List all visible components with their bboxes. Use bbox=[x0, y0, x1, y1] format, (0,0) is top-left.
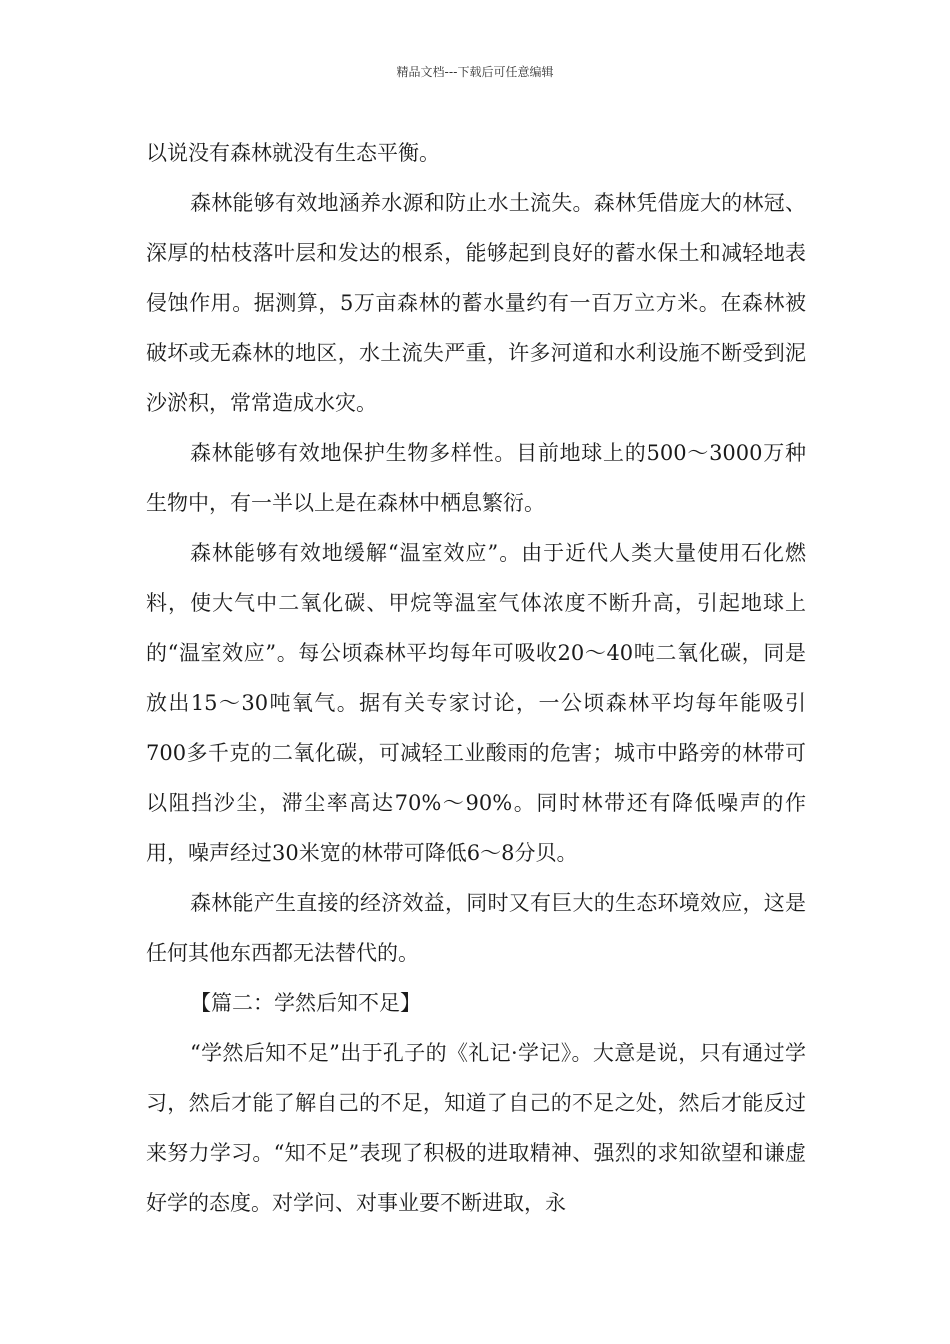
paragraph-continuation: 以说没有森林就没有生态平衡。 bbox=[146, 141, 440, 165]
page-header: 精品文档---下载后可任意编辑 bbox=[396, 65, 554, 79]
paragraph-learning: “学然后知不足”出于孔子的《礼记·学记》。大意是说，只有通过学习，然后才能了解自己的不足，知道了自己的不足之处，然后才能反过来努力学习。“知不足”表现了积极的进取精神、强烈的求知欲望和谦虚好学的态度。对学问、对事业要不断进取，永 bbox=[146, 1041, 806, 1215]
section-title: 【篇二：学然后知不足】 bbox=[190, 991, 421, 1015]
paragraph-biodiversity: 森林能够有效地保护生物多样性。目前地球上的500～3000万种生物中，有一半以上是在森林中栖息繁衍。 bbox=[146, 441, 806, 515]
paragraph-economic-benefit: 森林能产生直接的经济效益，同时又有巨大的生态环境效应，这是任何其他东西都无法替代的。 bbox=[146, 891, 806, 965]
document-body bbox=[146, 128, 806, 1228]
paragraph-water-conservation: 森林能够有效地涵养水源和防止水土流失。森林凭借庞大的林冠、深厚的枯枝落叶层和发达的根系，能够起到良好的蓄水保土和减轻地表侵蚀作用。据测算，5万亩森林的蓄水量约有一百万立方米。在森林被破坏或无森林的地区，水土流失严重，许多河道和水利设施不断受到泥沙淤积，常常造成水灾。 bbox=[146, 191, 806, 415]
paragraph-greenhouse-effect: 森林能够有效地缓解“温室效应”。由于近代人类大量使用石化燃料，使大气中二氧化碳、甲烷等温室气体浓度不断升高，引起地球上的“温室效应”。每公顷森林平均每年可吸收20～40吨二氧化碳，同是放出15～30吨氧气。据有关专家讨论，一公顷森林平均每年能吸引700多千克的二氧化碳，可减轻工业酸雨的危害；城市中路旁的林带可以阻挡沙尘，滞尘率高达70%～90%。同时林带还有降低噪声的作用，噪声经过30米宽的林带可降低6～8分贝。 bbox=[146, 541, 806, 865]
